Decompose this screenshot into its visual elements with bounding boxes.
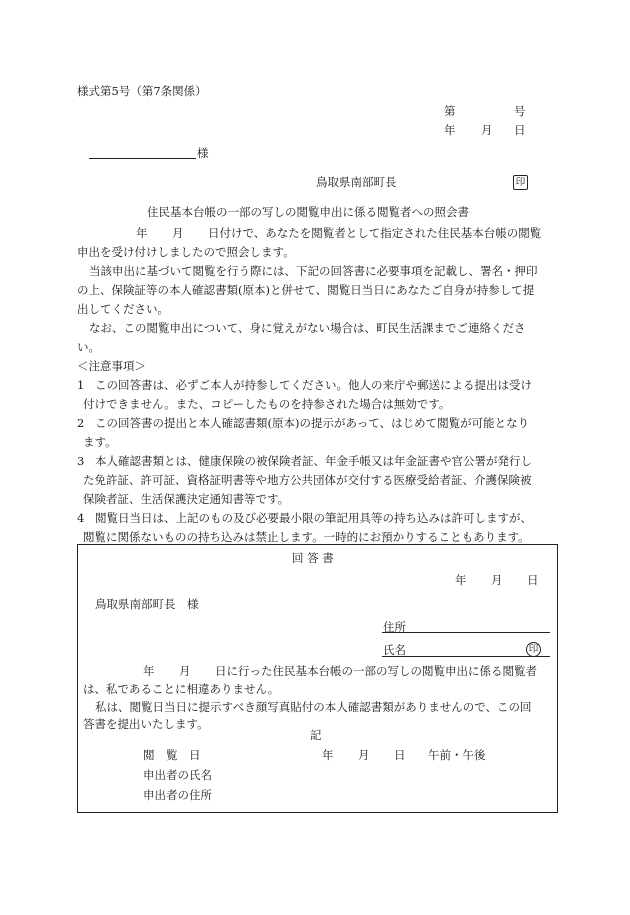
notes-heading: ＜注意事項＞	[77, 359, 146, 373]
note-2-number: 2	[77, 416, 85, 430]
reply-address-label: 住所	[383, 620, 406, 634]
body-line2: 申出を受け付けしましたので照会します。	[77, 245, 295, 259]
reply-date-month: 月	[491, 573, 503, 587]
reply-seal: 印	[526, 642, 541, 657]
reply-stmt1-month: 月	[179, 664, 191, 678]
body-line3: 当該申出に基づいて閲覧を行う際には、下記の回答書に必要事項を記載し、署名・押印	[89, 264, 538, 278]
note-3-line-b: た免許証、許可証、資格証明書等や地方公共団体が交付する医療受給者証、介護保険被	[83, 473, 532, 487]
note-4-line-a: 閲覧日当日は、上記のもの及び必要最小限の筆記用具等の持ち込みは許可しますが、	[95, 511, 532, 525]
reply-address-line[interactable]	[382, 632, 550, 633]
note-3-line-c: 保険者証、生活保護決定通知書等です。	[83, 492, 290, 506]
body-line6: なお、この閲覧申出について、身に覚えがない場合は、町民生活課までご連絡くださ	[89, 321, 526, 335]
note-4-line-b: 閲覧に関係ないものの持ち込みは禁止します。一時的にお預かりすることもあります。	[83, 530, 530, 544]
sender-name: 鳥取県南部町長	[316, 175, 397, 189]
body-line1-rest: 日付けで、あなたを閲覧者として指定された住民基本台帳の閲覧	[208, 226, 542, 240]
applicant-name-label: 申出者の氏名	[143, 768, 212, 782]
reply-stmt3: 私は、閲覧日当日に提示すべき顔写真貼付の本人確認書類がありませんので、この回	[95, 700, 532, 714]
number-label-dai: 第	[444, 104, 456, 118]
note-3-number: 3	[77, 454, 85, 468]
body-line7: い。	[77, 340, 100, 354]
applicant-address-label: 申出者の住所	[143, 788, 212, 802]
reply-stmt1-rest: 日に行った住民基本台帳の一部の写しの閲覧申出に係る閲覧者	[215, 664, 537, 678]
header-date-day: 日	[514, 123, 526, 137]
reply-title: 回 答 書	[292, 551, 334, 565]
note-2-line-b: ます。	[83, 435, 117, 449]
note-4-number: 4	[77, 511, 85, 525]
body-line1-month: 月	[172, 226, 184, 240]
reply-addressee: 鳥取県南部町長 様	[95, 597, 199, 611]
reply-name-line[interactable]	[382, 656, 550, 657]
body-line5: 出してください。	[77, 302, 169, 316]
reply-stmt1-year: 年	[143, 664, 155, 678]
note-1-number: 1	[77, 378, 85, 392]
view-date-day: 日	[394, 748, 406, 762]
addressee-suffix: 様	[197, 146, 209, 160]
view-am-pm: 午前・午後	[428, 748, 486, 762]
body-line4: の上、保険証等の本人確認書類(原本)と併せて、閲覧日当日にあなたご自身が持参して提	[77, 283, 535, 297]
number-label-go: 号	[514, 104, 526, 118]
sender-seal: 印	[513, 175, 528, 190]
reply-ki: 記	[310, 728, 322, 742]
note-2-line-a: この回答書の提出と本人確認書類(原本)の提示があって、はじめて閲覧が可能となり	[95, 416, 530, 430]
reply-date-day: 日	[527, 573, 539, 587]
document-title: 住民基本台帳の一部の写しの閲覧申出に係る閲覧者への照会書	[147, 205, 469, 219]
reply-stmt2: は、私であることに相違ありません。	[83, 682, 280, 696]
note-3-line-a: 本人確認書類とは、健康保険の被保険者証、年金手帳又は年金証書や官公署が発行し	[95, 454, 532, 468]
view-date-year: 年	[322, 748, 334, 762]
view-date-month: 月	[358, 748, 370, 762]
note-1-line-b: 付けできません。また、コピーしたものを持参された場合は無効です。	[83, 397, 451, 411]
form-number: 様式第5号（第7条関係）	[77, 84, 207, 98]
reply-stmt4: 答書を提出いたします。	[83, 717, 209, 731]
view-date-label: 閲 覧 日	[143, 748, 201, 762]
header-date-month: 月	[481, 123, 493, 137]
header-date-year: 年	[444, 123, 456, 137]
note-1-line-a: この回答書は、必ずご本人が持参してください。他人の来庁や郵送による提出は受け	[95, 378, 532, 392]
reply-date-year: 年	[455, 573, 467, 587]
addressee-name-line	[89, 158, 196, 159]
body-line1-year: 年	[136, 226, 148, 240]
reply-name-label: 氏名	[383, 643, 406, 657]
